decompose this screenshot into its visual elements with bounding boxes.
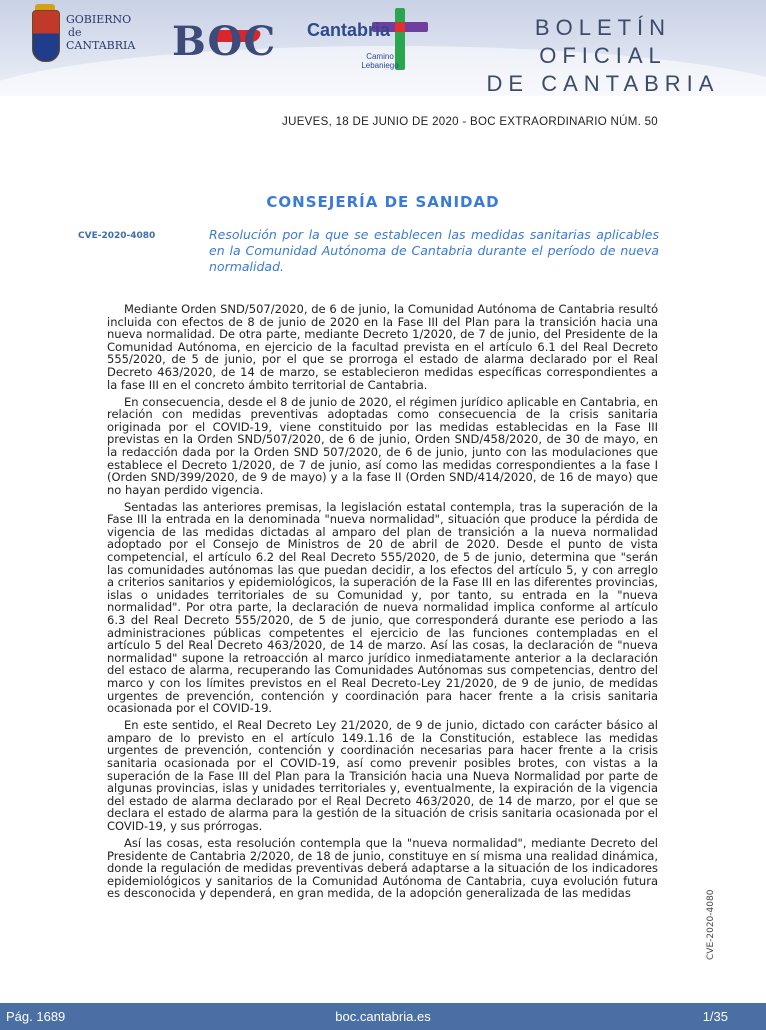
section-title: CONSEJERÍA DE SANIDAD: [266, 193, 500, 211]
gob-line-2: de: [68, 26, 82, 39]
resolution-title: Resolución por la que se establecen las medidas sanitarias aplicables en la Comunidad Autónoma de Cantabria durante el período de nueva normalidad.: [209, 227, 659, 274]
camino-lebaniego-label: Camino Lebaniego: [361, 52, 399, 70]
gob-line-3: CANTABRIA: [66, 39, 136, 52]
body-paragraph-1: Mediante Orden SND/507/2020, de 6 de junio, la Comunidad Autónoma de Cantabria resultó incluida con efectos de 8 de junio de 2020 en la Fase III del Plan para la transición hacia una nueva normalidad. De otra parte, mediante Decreto 1/2020, de 7 de junio, del Presidente de la Comunidad Autónoma, en ejercicio de la facultad prevista en el artículo 6.1 del Real Decreto 555/2020, de 5 de junio, por el que se prorroga el estado de alarma declarado por el Real Decreto 463/2020, de 14 de marzo, se establecieron medidas específicas correspondientes a la fase III en el concreto ámbito territorial de Cantabria.: [107, 302, 658, 392]
boletin-title-line-1: BOLETÍN OFICIAL: [534, 15, 672, 68]
body-paragraph-4: En este sentido, el Real Decreto Ley 21/2020, de 9 de junio, dictado con carácter básico al amparo de lo previsto en el artículo 149.1.16 de la Constitución, establece las medidas urgentes de prevención, contención y coordinación necesarias para hacer frente a la crisis sanitaria ocasionada por el COVID-19, así como prevenir posibles brotes, con vistas a la superación de la Fase III del Plan para la Transición hacia una Nueva Normalidad por parte de algunas provincias, islas y unidades territoriales y, eventualmente, la expiración de la vigencia del estado de alarma declarado por el Real Decreto 463/2020, de 14 de marzo, por el que se declara el estado de alarma para la gestión de la situación de crisis sanitaria ocasionada por el COVID-19, y sus prórrogas.: [107, 718, 658, 833]
side-cve-label: CVE-2020-4080: [706, 889, 716, 960]
boc-header-banner: [0, 0, 766, 96]
cantabria-logo: Cantabria: [307, 20, 391, 40]
body-paragraph-2: En consecuencia, desde el 8 de junio de 2020, el régimen jurídico aplicable en Cantabria, en relación con medidas preventivas adoptadas como consecuencia de la crisis sanitaria originada por el COVID-19, viene constituido por las medidas establecidas en la Fase III previstas en la Orden SND/507/2020, de 6 de junio, Orden SND/458/2020, de 30 de mayo, en la redacción dada por la Orden SND 507/2020, de 6 de junio, junto con las modulaciones que establece el Decreto 1/2020, de 7 de junio, así como las medidas correspondientes a la fase I (Orden SND/399/2020, de 9 de mayo) y a la fase II (Orden SND/414/2020, de 16 de mayo) que no hayan perdido vigencia.: [107, 394, 658, 497]
boc-logo: BOC: [172, 18, 277, 65]
gob-line-1: GOBIERNO: [66, 13, 132, 26]
page-number: Pág. 1689: [6, 1009, 66, 1024]
site-link[interactable]: boc.cantabria.es: [335, 1009, 431, 1024]
cantabria-cross-center: [395, 22, 405, 32]
body-paragraph-3: Sentadas las anteriores premisas, la legislación estatal contempla, tras la superación de la Fase III la entrada en la denominada "nueva normalidad", situación que produce la pérdida de vigencia de las medidas dictadas al amparo del plan de transición a la nueva normalidad adoptado por el Consejo de Ministros de 20 de abril de 2020. Desde el punto de vista competencial, el artículo 6.2 del Real Decreto 555/2020, de 5 de junio, determina que "serán las comunidades autónomas las que puedan decidir, a los efectos del artículo 5, y con arreglo a criterios sanitarios y epidemiológicos, la superación de la Fase III en las diferentes provincias, islas o unidades territoriales de su Comunidad y, por tanto, su entrada en la "nueva normalidad". Por otra parte, la declaración de nueva normalidad implica conforme al artículo 6.3 del Real Decreto 555/2020, de 5 de junio, que corresponderá durante ese periodo a las administraciones públicas competentes el ejercicio de las funciones contempladas en el artículo 5 del Real Decreto 463/2020, de 14 de marzo. Así las cosas, la declaración de "nueva normalidad" supone la retroacción al marco jurídico inmediatamente anterior a la declaración del estaco de alarma, recuperando las Comunidades Autónomas sus competencias, dentro del marco y con los límites previstos en el Real Decreto-Ley 21/2020, de 9 de junio, de medidas urgentes de prevención, contención y coordinación para hacer frente a la crisis sanitaria ocasionada por el COVID-19.: [107, 499, 658, 716]
gobierno-cantabria-logo: [66, 13, 135, 52]
page-footer: [0, 1003, 766, 1030]
cve-identifier: CVE-2020-4080: [78, 231, 156, 241]
page-count: 1/35: [702, 1009, 728, 1024]
boletin-title: [478, 14, 728, 96]
boletin-title-line-2: DE CANTABRIA: [486, 71, 720, 96]
resolution-body: [107, 303, 658, 904]
body-paragraph-5: Así las cosas, esta resolución contempla que la "nueva normalidad", mediante Decreto del Presidente de Cantabria 2/2020, de 18 de junio, constituye en sí misma una realidad dinámica, donde la regulación de medidas preventivas deberá adaptarse a la situación de los indicadores epidemiológicos y sanitarios de la Comunidad Autónoma de Cantabria, cuya evolución futura es desconocida y dependerá, en gran medida, de la adopción generalizada de las medidas: [107, 835, 658, 901]
issue-dateline: JUEVES, 18 DE JUNIO DE 2020 - BOC EXTRAORDINARIO NÚM. 50: [282, 116, 658, 128]
coat-of-arms-icon: [32, 10, 60, 62]
